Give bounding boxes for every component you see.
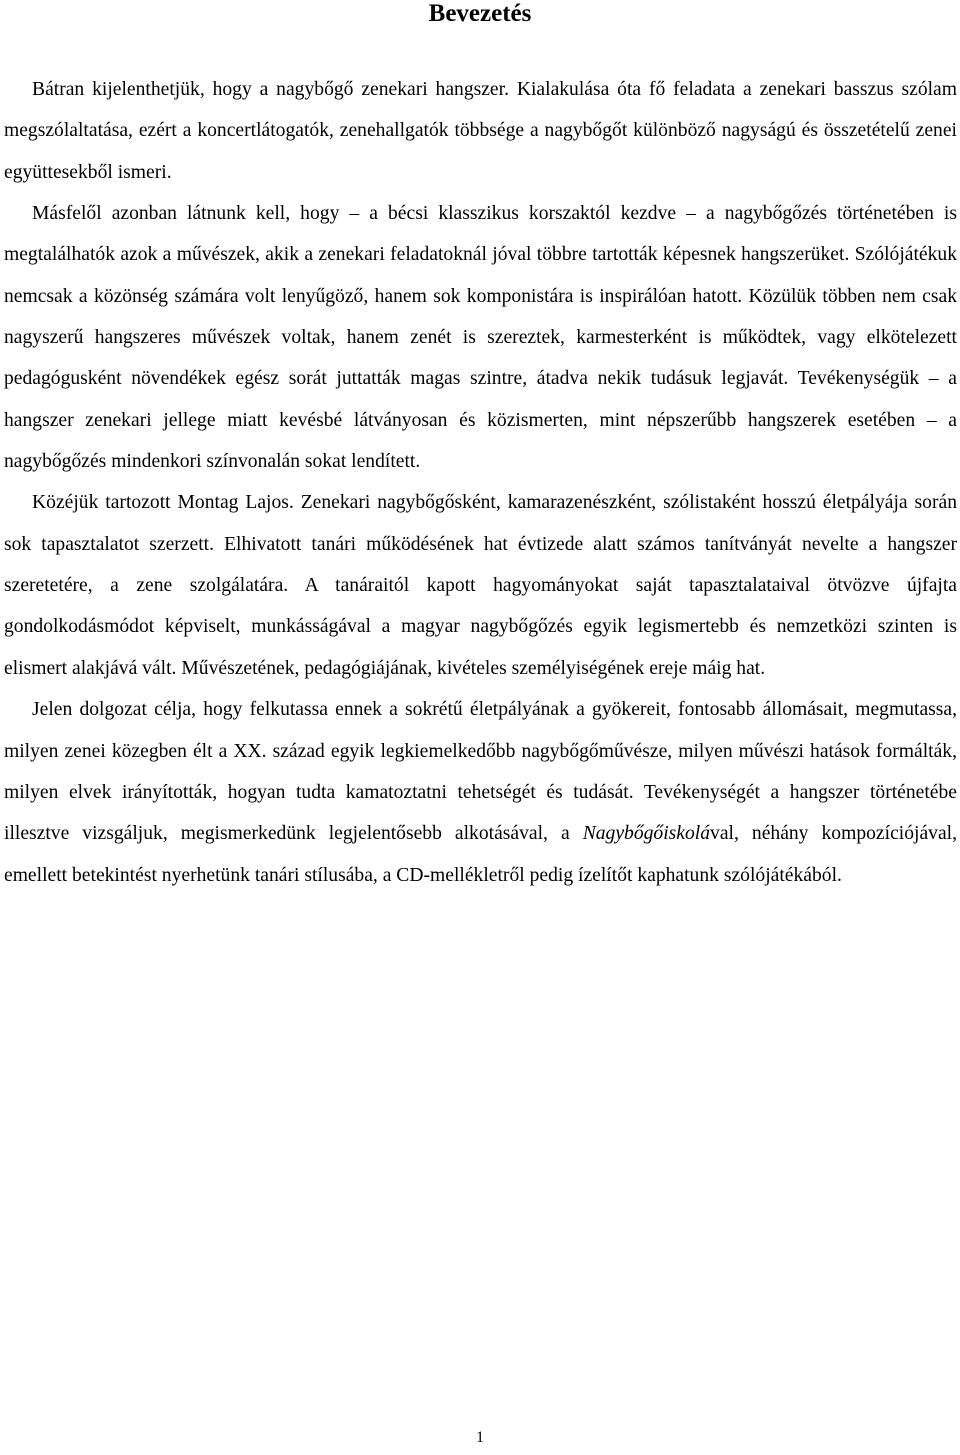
book-title-italic: Nagybőgőiskolá [582, 823, 711, 845]
paragraph-aims-text-before: Jelen dolgozat célja, hogy felkutassa ennek a sokrétű életpályának a gyökereit, fontosabb állomásait, megmutassa, milyen zenei közegben élt a XX. század egyik legkiemelkedőbb nagybőgőművésze, milyen művészi hatások formálták, milyen elvek irányították, hogyan tudta kamatoztatni tehetségét és tudását. Tevékenységét a hangszer történetébe illesztve vizsgáljuk, megismerkedünk legjelentősebb alkotásával, a [4, 699, 957, 845]
paragraph-aims [4, 689, 957, 896]
page-title: Bevezetés [428, 0, 532, 27]
paragraph-soloists: Másfelől azonban látnunk kell, hogy – a bécsi klasszikus korszaktól kezdve – a nagybőgőzés történetében is megtalálhatók azok a művészek, akik a zenekari feladatoknál jóval többre tartották képesnek hangszerüket. Szólójátékuk nemcsak a közönség számára volt lenyűgöző, hanem sok komponistára is inspirálóan hatott. Közülük többen nem csak nagyszerű hangszeres művészek voltak, hanem zenét is szereztek, karmesterként is működtek, vagy elkötelezett pedagógusként növendékek egész sorát juttatták magas szintre, átadva nekik tudásuk legjavát. Tevékenységük – a hangszer zenekari jellege miatt kevésbé látványosan és közismerten, mint népszerűbb hangszerek esetében – a nagybőgőzés mindenkori színvonalán sokat lendített. [4, 203, 957, 473]
page-number: 1 [476, 1429, 484, 1446]
paragraph-montag: Közéjük tartozott Montag Lajos. Zenekari nagybőgősként, kamarazenészként, szólistaként hosszú életpályája során sok tapasztalatot szerzett. Elhivatott tanári működésének hat évtizede alatt számos tanítványát nevelte a hangszer szeretetére, a zene szolgálatára. A tanáraitól kapott hagyományokat saját tapasztalataival ötvözve újfajta gondolkodásmódot képviselt, munkásságával a magyar nagybőgőzés egyik legismertebb és nemzetközi szinten is elismert alakjává vált. Művészetének, pedagógiájának, kivételes személyiségének ereje máig hat. [4, 492, 957, 679]
body-text [4, 69, 957, 896]
paragraph-aims-text-after: val, néhány kompozíciójával, emellett betekintést nyerhetünk tanári stílusába, a CD-mellékletről pedig ízelítőt kaphatunk szólójátékából. [4, 823, 957, 886]
paragraph-intro: Bátran kijelenthetjük, hogy a nagybőgő zenekari hangszer. Kialakulása óta fő feladata a zenekari basszus szólam megszólaltatása, ezért a koncertlátogatók, zenehallgatók többsége a nagybőgőt különböző nagyságú és összetételű zenei együttesekből ismeri. [4, 79, 957, 183]
